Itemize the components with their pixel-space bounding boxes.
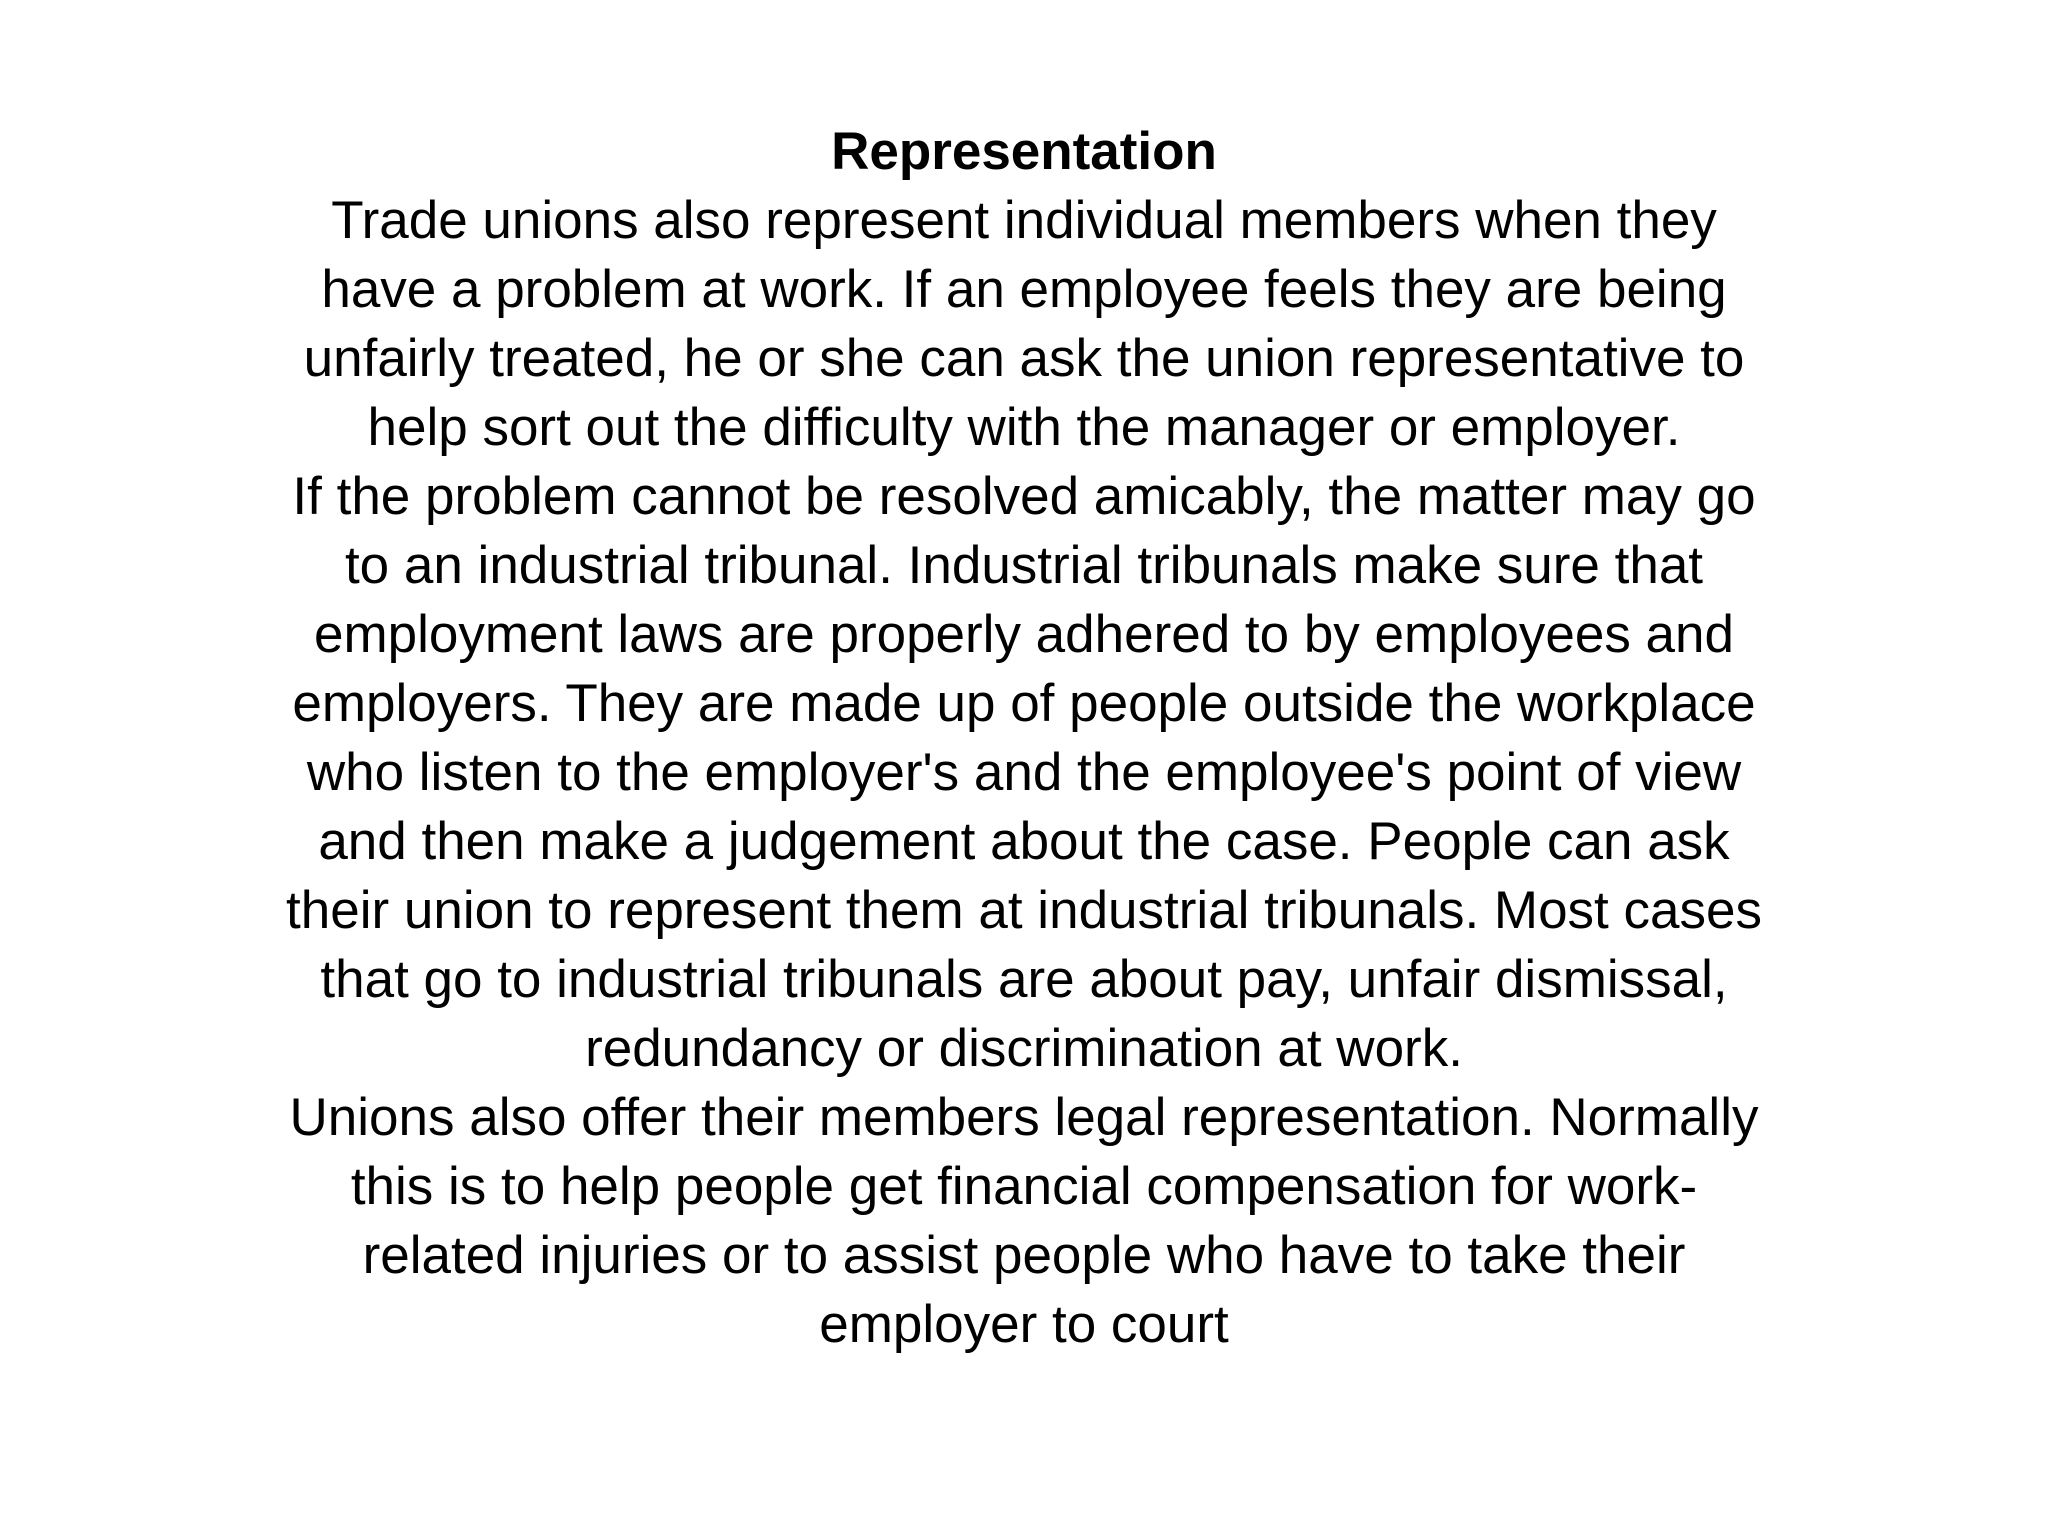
text-line: employers. They are made up of people outside the workplace (292, 674, 1756, 733)
text-line: employer to court (819, 1295, 1229, 1354)
text-line: their union to represent them at industrial tribunals. Most cases (286, 881, 1762, 940)
text-line: to an industrial tribunal. Industrial tribunals make sure that (344, 536, 1704, 595)
text-line: that go to industrial tribunals are about pay, unfair dismissal, (320, 950, 1728, 1009)
text-line: unfairly treated, he or she can ask the union representative to (303, 329, 1745, 388)
text-line: who listen to the employer's and the employee's point of view (306, 743, 1742, 802)
text-line: and then make a judgement about the case. People can ask (318, 812, 1730, 871)
text-line: Trade unions also represent individual members when they (331, 191, 1717, 250)
document-body (0, 118, 2048, 1359)
document-title: Representation (831, 122, 1217, 181)
text-line: If the problem cannot be resolved amicably, the matter may go (292, 467, 1756, 526)
text-line: this is to help people get financial compensation for work- (350, 1157, 1698, 1216)
text-line: employment laws are properly adhered to by employees and (313, 605, 1734, 664)
text-line: have a problem at work. If an employee feels they are being (321, 260, 1727, 319)
text-line: help sort out the difficulty with the manager or employer. (367, 398, 1681, 457)
text-line: Unions also offer their members legal representation. Normally (289, 1088, 1759, 1147)
text-line: related injuries or to assist people who have to take their (362, 1226, 1686, 1285)
text-line: redundancy or discrimination at work. (585, 1019, 1463, 1078)
